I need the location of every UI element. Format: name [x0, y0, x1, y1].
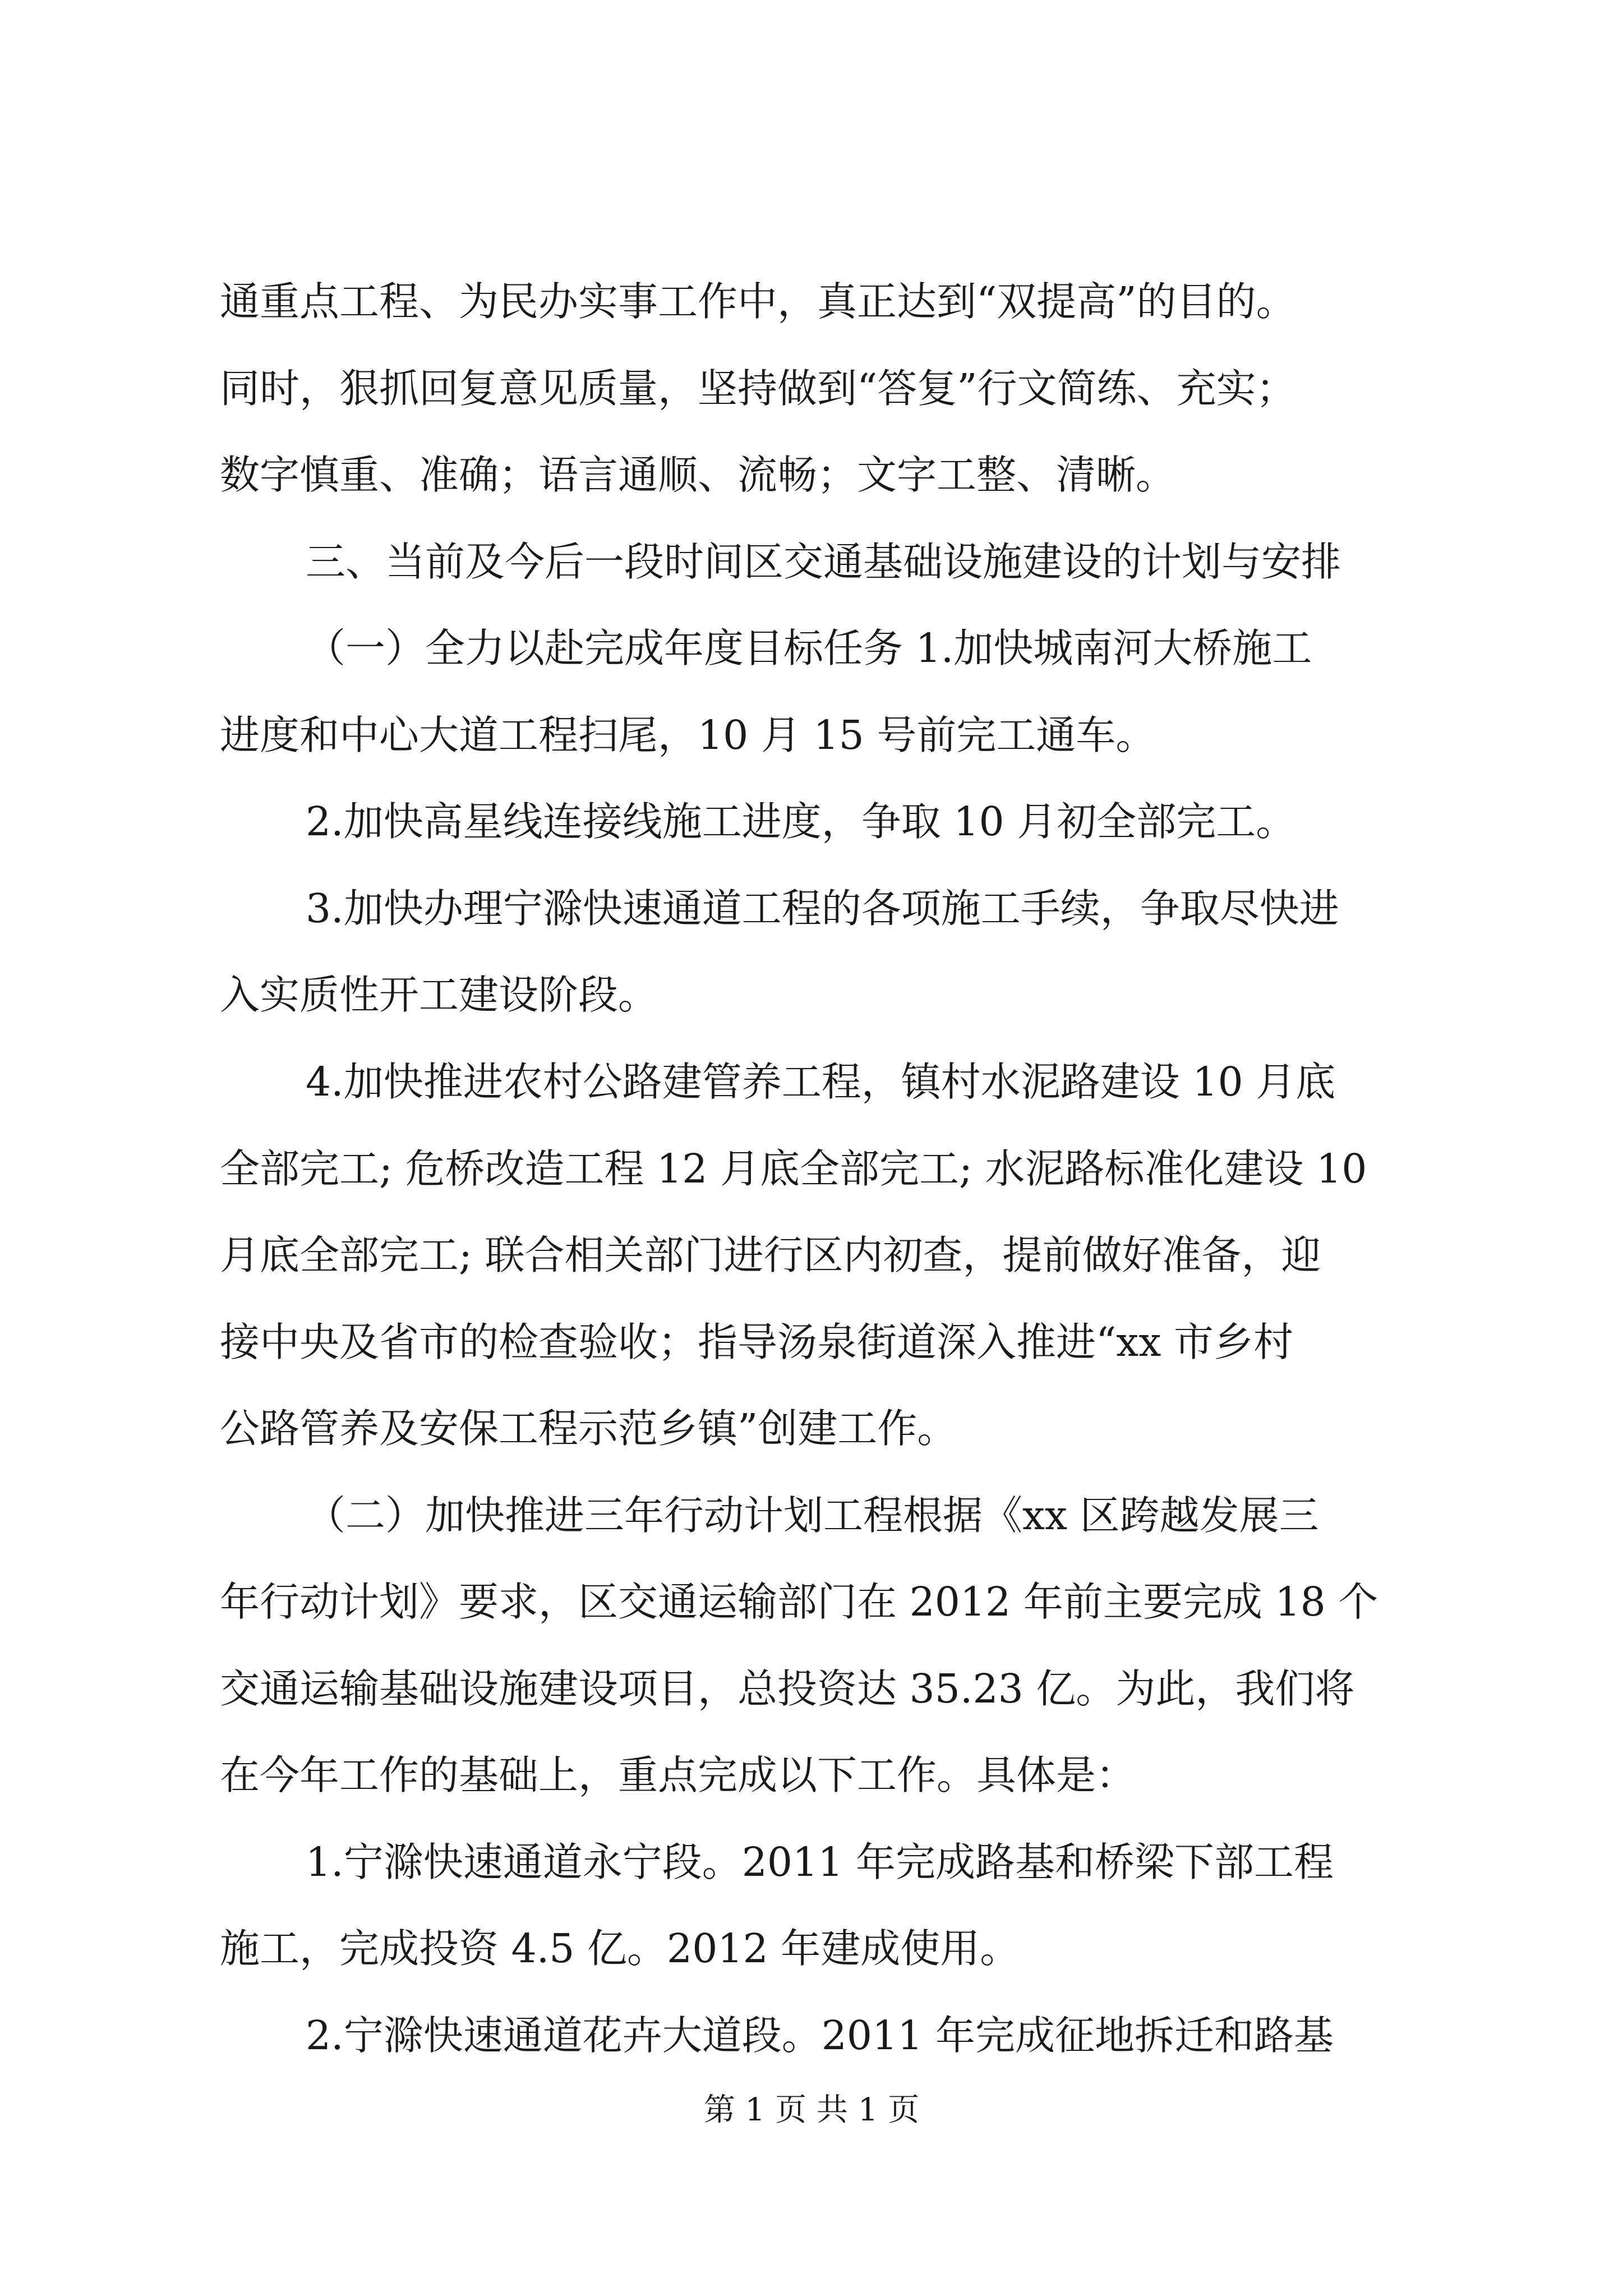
paragraph-line: 通重点工程、为民办实事工作中，真正达到“双提高”的目的。	[220, 278, 1296, 325]
section-heading: 三、当前及今后一段时间区交通基础设施建设的计划与安排	[306, 539, 1341, 585]
subsection-heading: （二）加快推进三年行动计划工程根据《xx 区跨越发展三	[306, 1492, 1319, 1539]
paragraph-line: 进度和中心大道工程扫尾，10 月 15 号前完工通车。	[220, 712, 1156, 758]
paragraph-line: 接中央及省市的检查验收；指导汤泉街道深入推进“xx 市乡村	[220, 1319, 1293, 1365]
paragraph-line: 4.加快推进农村公路建管养工程，镇村水泥路建设 10 月底	[306, 1059, 1336, 1105]
paragraph-line: 同时，狠抓回复意见质量，坚持做到“答复”行文简练、充实；	[220, 365, 1296, 412]
paragraph-line: 2.宁滁快速通道花卉大道段。2011 年完成征地拆迁和路基	[306, 2012, 1334, 2059]
paragraph-line: 1.宁滁快速通道永宁段。2011 年完成路基和桥梁下部工程	[306, 1839, 1334, 1885]
paragraph-line: 年行动计划》要求，区交通运输部门在 2012 年前主要完成 18 个	[220, 1579, 1378, 1625]
paragraph-line: 数字慎重、准确；语言通顺、流畅；文字工整、清晰。	[220, 452, 1176, 498]
paragraph-line: 全部完工; 危桥改造工程 12 月底全部完工; 水泥路标准化建设 10	[220, 1145, 1367, 1192]
subsection-heading: （一）全力以赴完成年度目标任务 1.加快城南河大桥施工	[306, 625, 1312, 671]
paragraph-line: 3.加快办理宁滁快速通道工程的各项施工手续，争取尽快进	[306, 885, 1339, 932]
paragraph-line: 在今年工作的基础上，重点完成以下工作。具体是：	[220, 1752, 1136, 1798]
page-footer: 第 1 页 共 1 页	[703, 2092, 920, 2128]
paragraph-line: 月底全部完工; 联合相关部门进行区内初查，提前做好准备，迎	[220, 1232, 1321, 1278]
paragraph-line: 入实质性开工建设阶段。	[220, 972, 658, 1018]
paragraph-line: 公路管养及安保工程示范乡镇”创建工作。	[220, 1405, 957, 1452]
paragraph-line: 2.加快高星线连接线施工进度，争取 10 月初全部完工。	[306, 798, 1296, 845]
paragraph-line: 施工，完成投资 4.5 亿。2012 年建成使用。	[220, 1925, 1020, 1972]
paragraph-line: 交通运输基础设施建设项目，总投资达 35.23 亿。为此，我们将	[220, 1665, 1355, 1712]
